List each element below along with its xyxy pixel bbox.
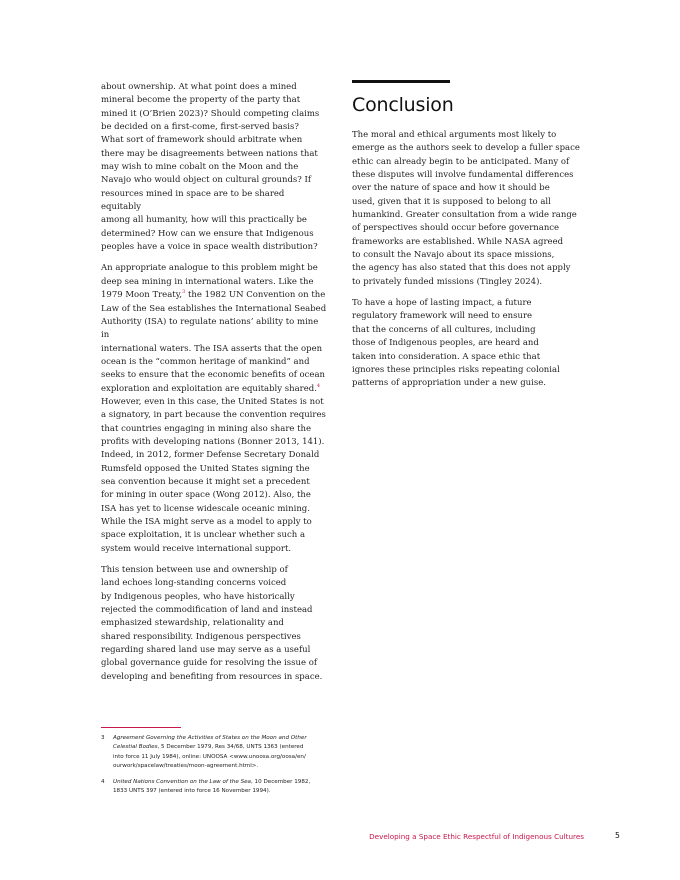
footnote-reference[interactable]: 4 [316,382,321,389]
section-heading: Conclusion [352,94,454,116]
body-paragraph [101,262,327,556]
left-column [101,81,327,692]
paragraph-text: An appropriate analogue to this problem might be deep sea mining in international waters. Like the 1979 Moon Treaty, [101,263,318,301]
paragraph-text: the 1982 UN Convention on the Law of the Sea establishes the International Seabed Authority (ISA) to regulate nations’ ability to mine in international waters. The ISA asserts that the open ocean is the “common heritage of mankind” and seeks to ensure that the economic benefits of ocean exploration and exploitation are equitably shared. [101,290,327,394]
running-title: Developing a Space Ethic Respectful of Indigenous Cultures [369,832,584,841]
right-column [352,80,592,399]
paragraph-text: However, even in this case, the United States is not a signatory, in part because the convention requires that countries engaging in mining also share the profits with developing nations (Bonner 2013, 141). Indeed, in 2012, former Defense Secretary Donald Rumsfeld opposed the United States signing the sea convention because it might set a precedent for mining in outer space (Wong 2012). Also, the ISA has yet to license widescale oceanic mining. While the ISA might serve as a model to apply to space exploitation, it is unclear whether such a system would receive international support. [101,396,326,554]
footnote-details: , 10 December 1982, 1833 UNTS 397 (entered into force 16 November 1994). [113,778,311,795]
footnote-title: Agreement Governing the Activities of States on the Moon and Other Celestial Bodies [113,735,307,751]
body-paragraph: This tension between use and ownership of land echoes long-standing concerns voiced by Indigenous peoples, who have historically rejected the commodification of land and instead emphasized stewardship, relationality and shared responsibility. Indigenous perspectives regarding shared land use may serve as a useful global governance guide for resolving the issue of developing and benefiting from resources in space. [101,565,323,682]
footnote-number: 4 [101,778,105,785]
footnote-number: 3 [101,735,105,741]
footnote-text [113,734,341,772]
section-rule [352,80,450,83]
footnote-title: United Nations Convention on the Law of the Sea [113,778,251,785]
page-number: 5 [615,831,620,840]
body-paragraph: about ownership. At what point does a mined mineral become the property of the party that mined it (O’Brien 2023)? Should competing claims be decided on a first-come, first-served basis? What sort of framework should arbitrate when there may be disagreements between nations that may wish to mine cobalt on the Moon and the Navajo who would object on cultural grounds? If resources mined in space are to be shared equitably among all humanity, how will this practically be determined? How can we ensure that Indigenous peoples have a voice in space wealth distribution? [101,82,320,253]
footnote [101,734,341,772]
footnote [101,778,341,797]
footnote-details: , 5 December 1979, Res 34/68, UNTS 1363 (entered into force 11 July 1984), online: UNOOSA <www.unoosa.org/oosa/en/ ourwork/spacelaw/treaties/moon-agreement.html>. [113,744,306,770]
footnotes [101,734,341,802]
body-paragraph: To have a hope of lasting impact, a future regulatory framework will need to ensure that the concerns of all cultures, including those of Indigenous peoples, are heard and taken into consideration. A space ethic that ignores these principles risks repeating colonial patterns of appropriation under a new guise. [352,298,560,389]
footnote-reference[interactable]: 3 [182,289,186,296]
body-paragraph: The moral and ethical arguments most likely to emerge as the authors seek to develop a fuller space ethic can already begin to be anticipated. Many of these disputes will involve fundamental differences over the nature of space and how it should be used, given that it is supposed to belong to all humankind. Greater consultation from a wide range of perspectives should occur before governance frameworks are established. While NASA agreed to consult the Navajo about its space missions, the agency has also stated that this does not apply to privately funded missions (Tingley 2024). [352,130,580,287]
footnote-divider [101,727,181,728]
footnote-text [113,778,341,797]
